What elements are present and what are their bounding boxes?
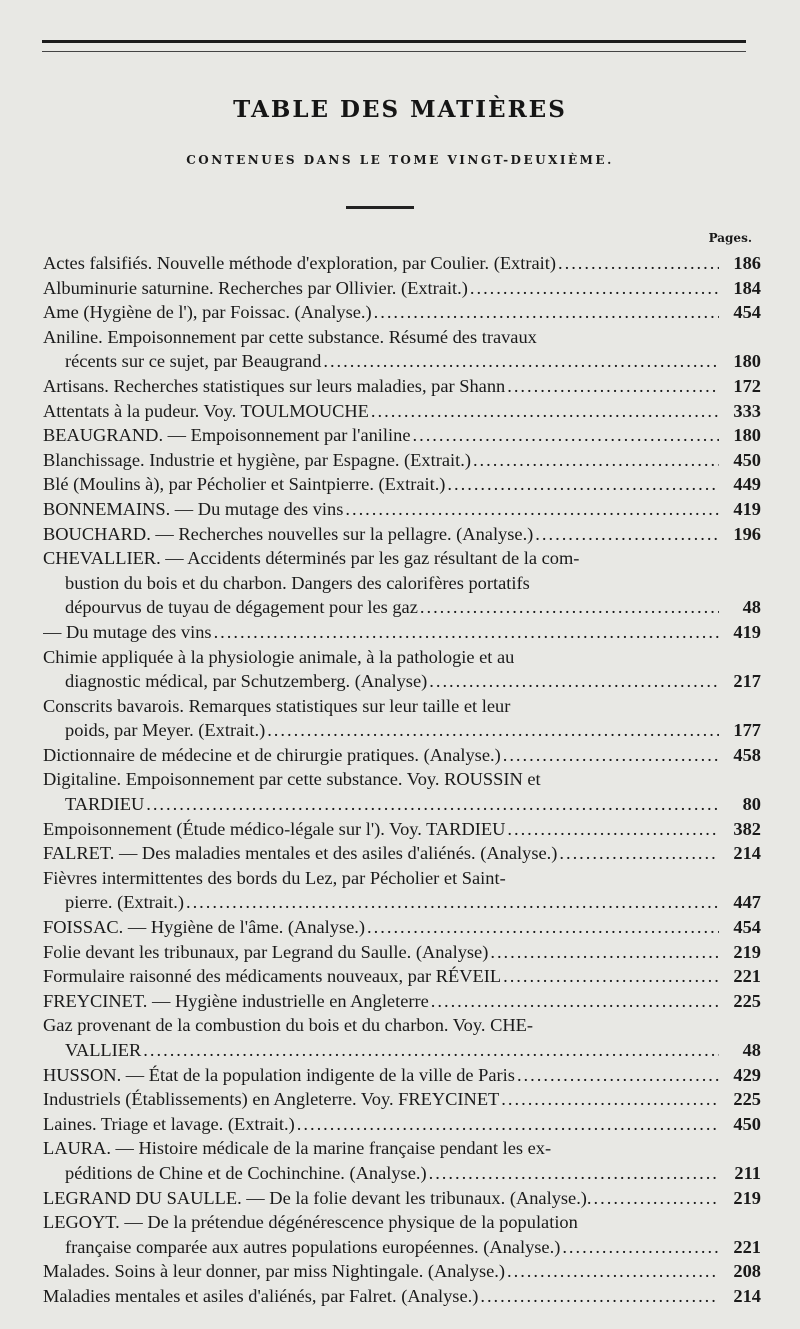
toc-entry-line xyxy=(43,1087,761,1112)
toc-page-number: 48 xyxy=(742,597,761,618)
toc-entry-line xyxy=(43,669,761,694)
toc-entry-text: LEGRAND DU SAULLE. — De la folie devant les tribunaux. (Analyse.). xyxy=(43,1187,592,1208)
toc-entry-text: pierre. (Extrait.) xyxy=(65,892,184,913)
toc-page-number: 333 xyxy=(733,400,761,421)
toc-entry-line xyxy=(43,399,761,424)
toc-entry-text: Dictionnaire de médecine et de chirurgie pratiques. (Analyse.) xyxy=(43,744,501,765)
toc-entry-text: TARDIEU xyxy=(65,794,145,815)
toc-entry-text: Ame (Hygiène de l'), par Foissac. (Analyse.) xyxy=(43,302,372,323)
dot-leader xyxy=(413,423,720,448)
dot-leader xyxy=(507,817,719,842)
toc-entry-text: FALRET. — Des maladies mentales et des asiles d'aliénés. (Analyse.) xyxy=(43,843,558,864)
toc-page-number: 180 xyxy=(733,351,761,372)
dot-leader xyxy=(559,841,719,866)
toc-entry xyxy=(43,989,761,1014)
toc-page-number: 449 xyxy=(733,474,761,495)
toc-entry-line xyxy=(43,349,761,374)
toc-entry-text: CHEVALLIER. — Accidents déterminés par les gaz résultant de la com- xyxy=(43,548,580,569)
toc-page-number: 211 xyxy=(734,1162,761,1183)
toc-entry-text: diagnostic médical, par Schutzemberg. (Analyse) xyxy=(65,671,428,692)
toc-page-number: 225 xyxy=(733,1089,761,1110)
toc-entry xyxy=(43,841,761,866)
toc-entry-text: VALLIER xyxy=(65,1040,142,1060)
toc-entry-line xyxy=(43,1284,761,1309)
toc-entry-text: Gaz provenant de la combustion du bois et du charbon. Voy. CHE- xyxy=(43,1015,533,1036)
toc-entry xyxy=(43,743,761,768)
toc-entry-line xyxy=(43,276,761,301)
toc-page-number: 450 xyxy=(733,1113,761,1134)
toc-entry-line xyxy=(43,1013,761,1038)
pages-column-label: Pages. xyxy=(708,231,752,245)
dot-leader xyxy=(420,595,719,620)
toc-entry-text: Blanchissage. Industrie et hygiène, par Espagne. (Extrait.) xyxy=(43,449,471,470)
toc-page-number: 454 xyxy=(733,917,761,938)
toc-entry-text: Attentats à la pudeur. Voy. TOULMOUCHE xyxy=(43,400,369,421)
dot-leader xyxy=(503,743,719,768)
toc-page-number: 208 xyxy=(733,1261,761,1282)
toc-page-number: 184 xyxy=(733,277,761,298)
toc-entry-line xyxy=(43,915,761,940)
toc-entry-text: dépourvus de tuyau de dégagement pour les gaz xyxy=(65,597,418,618)
dot-leader xyxy=(146,792,719,817)
toc-page-number: 172 xyxy=(733,375,761,396)
toc-entry-text: Albuminurie saturnine. Recherches par Ollivier. (Extrait.) xyxy=(43,277,468,298)
toc-page-number: 177 xyxy=(733,720,761,741)
dot-leader xyxy=(507,1259,719,1284)
dot-leader xyxy=(374,300,719,325)
toc-entry xyxy=(43,866,761,915)
dot-leader xyxy=(367,915,719,940)
toc-page-number: 382 xyxy=(733,818,761,839)
toc-entry xyxy=(43,767,761,816)
dot-leader xyxy=(431,989,719,1014)
toc-entry-text: bustion du bois et du charbon. Dangers des calorifères portatifs xyxy=(65,572,530,593)
dot-leader xyxy=(490,940,719,965)
toc-entry-text: Malades. Soins à leur donner, par miss Nightingale. (Analyse.) xyxy=(43,1261,505,1282)
toc-entry-text: LEGOYT. — De la prétendue dégénérescence physique de la population xyxy=(43,1212,578,1233)
toc-entry xyxy=(43,1013,761,1062)
toc-entry xyxy=(43,399,761,424)
toc-page-number: 186 xyxy=(733,253,761,273)
toc-entry-text: française comparée aux autres populations européennes. (Analyse.) xyxy=(65,1236,561,1257)
toc-entry-line xyxy=(43,300,761,325)
dot-leader xyxy=(186,890,719,915)
toc-page-number: 214 xyxy=(733,843,761,864)
toc-entry xyxy=(43,472,761,497)
toc-entry-text: Aniline. Empoisonnement par cette substance. Résumé des travaux xyxy=(43,326,537,347)
toc-entry xyxy=(43,694,761,743)
center-rule xyxy=(346,206,414,209)
toc-entry-line xyxy=(43,448,761,473)
toc-entry xyxy=(43,964,761,989)
toc-entry-line xyxy=(43,989,761,1014)
toc-entry-text: Folie devant les tribunaux, par Legrand du Saulle. (Analyse) xyxy=(43,941,489,962)
toc-entry-line xyxy=(43,571,761,596)
toc-entry-line xyxy=(43,595,761,620)
dot-leader xyxy=(297,1112,719,1137)
toc-entry xyxy=(43,645,761,694)
toc-entry xyxy=(43,522,761,547)
toc-entry-text: péditions de Chine et de Cochinchine. (Analyse.) xyxy=(65,1162,427,1183)
dot-leader xyxy=(507,374,719,399)
toc-entry-line xyxy=(43,694,761,719)
toc-entry xyxy=(43,546,761,620)
toc-entry-line xyxy=(43,767,761,792)
toc-entry xyxy=(43,1063,761,1088)
toc-entry-line xyxy=(43,251,761,276)
toc-entry-text: — Du mutage des vins xyxy=(43,621,212,642)
toc-entry xyxy=(43,1284,761,1309)
toc-entry-text: Maladies mentales et asiles d'aliénés, par Falret. (Analyse.) xyxy=(43,1285,479,1306)
toc-entry-text: LAURA. — Histoire médicale de la marine française pendant les ex- xyxy=(43,1138,552,1159)
dot-leader xyxy=(429,669,719,694)
toc-entry xyxy=(43,1186,761,1211)
toc-page-number: 419 xyxy=(733,621,761,642)
toc-entry-line xyxy=(43,620,761,645)
dot-leader xyxy=(470,276,719,301)
toc-entry-line xyxy=(43,374,761,399)
toc-entry-line xyxy=(43,718,761,743)
toc-entry xyxy=(43,251,761,276)
toc-page-number: 219 xyxy=(733,1187,761,1208)
toc-entry-text: Digitaline. Empoisonnement par cette substance. Voy. ROUSSIN et xyxy=(43,769,541,790)
toc-entry xyxy=(43,1259,761,1284)
toc-entry-text: Actes falsifiés. Nouvelle méthode d'exploration, par Coulier. (Extrait) xyxy=(43,253,556,273)
toc-entry-line xyxy=(43,497,761,522)
toc-entry-line xyxy=(43,792,761,817)
toc-page-number: 221 xyxy=(733,1236,761,1257)
toc-entry-text: Fièvres intermittentes des bords du Lez, par Pécholier et Saint- xyxy=(43,867,506,888)
toc-page-number: 429 xyxy=(733,1064,761,1085)
dot-leader xyxy=(447,472,719,497)
toc-entry-line xyxy=(43,940,761,965)
toc-entry-line xyxy=(43,841,761,866)
toc-entry-text: BOUCHARD. — Recherches nouvelles sur la pellagre. (Analyse.) xyxy=(43,523,534,544)
toc-entry-line xyxy=(43,743,761,768)
toc-entry-text: Artisans. Recherches statistiques sur leurs maladies, par Shann xyxy=(43,375,506,396)
toc-entry-text: Laines. Triage et lavage. (Extrait.) xyxy=(43,1113,295,1134)
toc-page-number: 219 xyxy=(733,941,761,962)
toc-entry-line xyxy=(43,1038,761,1063)
toc-entry-text: Blé (Moulins à), par Pécholier et Saintpierre. (Extrait.) xyxy=(43,474,446,495)
toc-entry-text: FOISSAC. — Hygiène de l'âme. (Analyse.) xyxy=(43,917,366,938)
dot-leader xyxy=(558,251,719,276)
toc-entry-line xyxy=(43,1186,761,1211)
dot-leader xyxy=(143,1038,719,1063)
toc-entry-line xyxy=(43,1235,761,1260)
toc-entry-text: HUSSON. — État de la population indigente de la ville de Paris xyxy=(43,1064,515,1085)
toc-entry-text: BONNEMAINS. — Du mutage des vins xyxy=(43,498,344,519)
toc-entry xyxy=(43,817,761,842)
toc-entry xyxy=(43,423,761,448)
dot-leader xyxy=(473,448,719,473)
dot-leader xyxy=(517,1063,719,1088)
toc-entry-text: poids, par Meyer. (Extrait.) xyxy=(65,720,266,741)
toc-entry xyxy=(43,300,761,325)
toc-entry-text: Chimie appliquée à la physiologie animale, à la pathologie et au xyxy=(43,646,515,667)
toc-entry xyxy=(43,1136,761,1185)
toc-entry-line xyxy=(43,546,761,571)
top-double-rule xyxy=(42,40,746,52)
dot-leader xyxy=(345,497,719,522)
toc-page-number: 80 xyxy=(742,794,761,815)
toc-page-number: 196 xyxy=(733,523,761,544)
dot-leader xyxy=(214,620,719,645)
toc-page-number: 214 xyxy=(733,1285,761,1306)
toc-entry xyxy=(43,1112,761,1137)
dot-leader xyxy=(480,1284,719,1309)
toc-entry-line xyxy=(43,1112,761,1137)
dot-leader xyxy=(562,1235,719,1260)
toc-entry-line xyxy=(43,1063,761,1088)
toc-entry xyxy=(43,940,761,965)
toc-entry xyxy=(43,374,761,399)
toc-entry-line xyxy=(43,423,761,448)
toc-page-number: 458 xyxy=(733,744,761,765)
toc-entry-text: Conscrits bavarois. Remarques statistiques sur leur taille et leur xyxy=(43,695,511,716)
toc-page-number: 221 xyxy=(733,966,761,987)
toc-entry-line xyxy=(43,1161,761,1186)
toc-entry-text: récents sur ce sujet, par Beaugrand xyxy=(65,351,322,372)
toc-page-number: 180 xyxy=(733,425,761,446)
toc-entry-line xyxy=(43,890,761,915)
toc-entry xyxy=(43,915,761,940)
toc-entry xyxy=(43,1210,761,1259)
toc-entry-line xyxy=(43,1259,761,1284)
toc-entry-line xyxy=(43,1136,761,1161)
toc-page-number: 450 xyxy=(733,449,761,470)
toc-entry-text: Industriels (Établissements) en Angleterre. Voy. FREYCINET xyxy=(43,1089,500,1110)
table-of-contents xyxy=(43,251,761,1309)
toc-entry xyxy=(43,276,761,301)
toc-entry xyxy=(43,620,761,645)
toc-page-number: 419 xyxy=(733,498,761,519)
page-subtitle: CONTENUES DANS LE TOME VINGT-DEUXIÈME. xyxy=(186,153,614,167)
toc-entry-line xyxy=(43,522,761,547)
toc-entry xyxy=(43,325,761,374)
dot-leader xyxy=(503,964,719,989)
toc-entry-line xyxy=(43,817,761,842)
dot-leader xyxy=(429,1161,719,1186)
toc-entry-text: Formulaire raisonné des médicaments nouveaux, par RÉVEIL xyxy=(43,966,502,987)
dot-leader xyxy=(371,399,719,424)
toc-entry-line xyxy=(43,866,761,891)
dot-leader xyxy=(323,349,719,374)
toc-entry-line xyxy=(43,1210,761,1235)
page-title: TABLE DES MATIÈRES xyxy=(233,96,567,123)
toc-entry xyxy=(43,448,761,473)
toc-entry-line xyxy=(43,964,761,989)
toc-page-number: 447 xyxy=(733,892,761,913)
toc-entry-line xyxy=(43,325,761,350)
toc-entry-line xyxy=(43,472,761,497)
toc-page-number: 454 xyxy=(733,302,761,323)
dot-leader xyxy=(267,718,719,743)
dot-leader xyxy=(535,522,719,547)
toc-page-number: 225 xyxy=(733,990,761,1011)
toc-page-number: 48 xyxy=(742,1040,761,1060)
toc-entry-text: Empoisonnement (Étude médico-légale sur l'). Voy. TARDIEU xyxy=(43,818,506,839)
toc-page-number: 217 xyxy=(733,671,761,692)
toc-entry-text: BEAUGRAND. — Empoisonnement par l'aniline xyxy=(43,425,411,446)
dot-leader xyxy=(501,1087,719,1112)
toc-entry xyxy=(43,1087,761,1112)
dot-leader xyxy=(594,1186,719,1211)
toc-entry-line xyxy=(43,645,761,670)
toc-entry-text: FREYCINET. — Hygiène industrielle en Angleterre xyxy=(43,990,429,1011)
toc-entry xyxy=(43,497,761,522)
